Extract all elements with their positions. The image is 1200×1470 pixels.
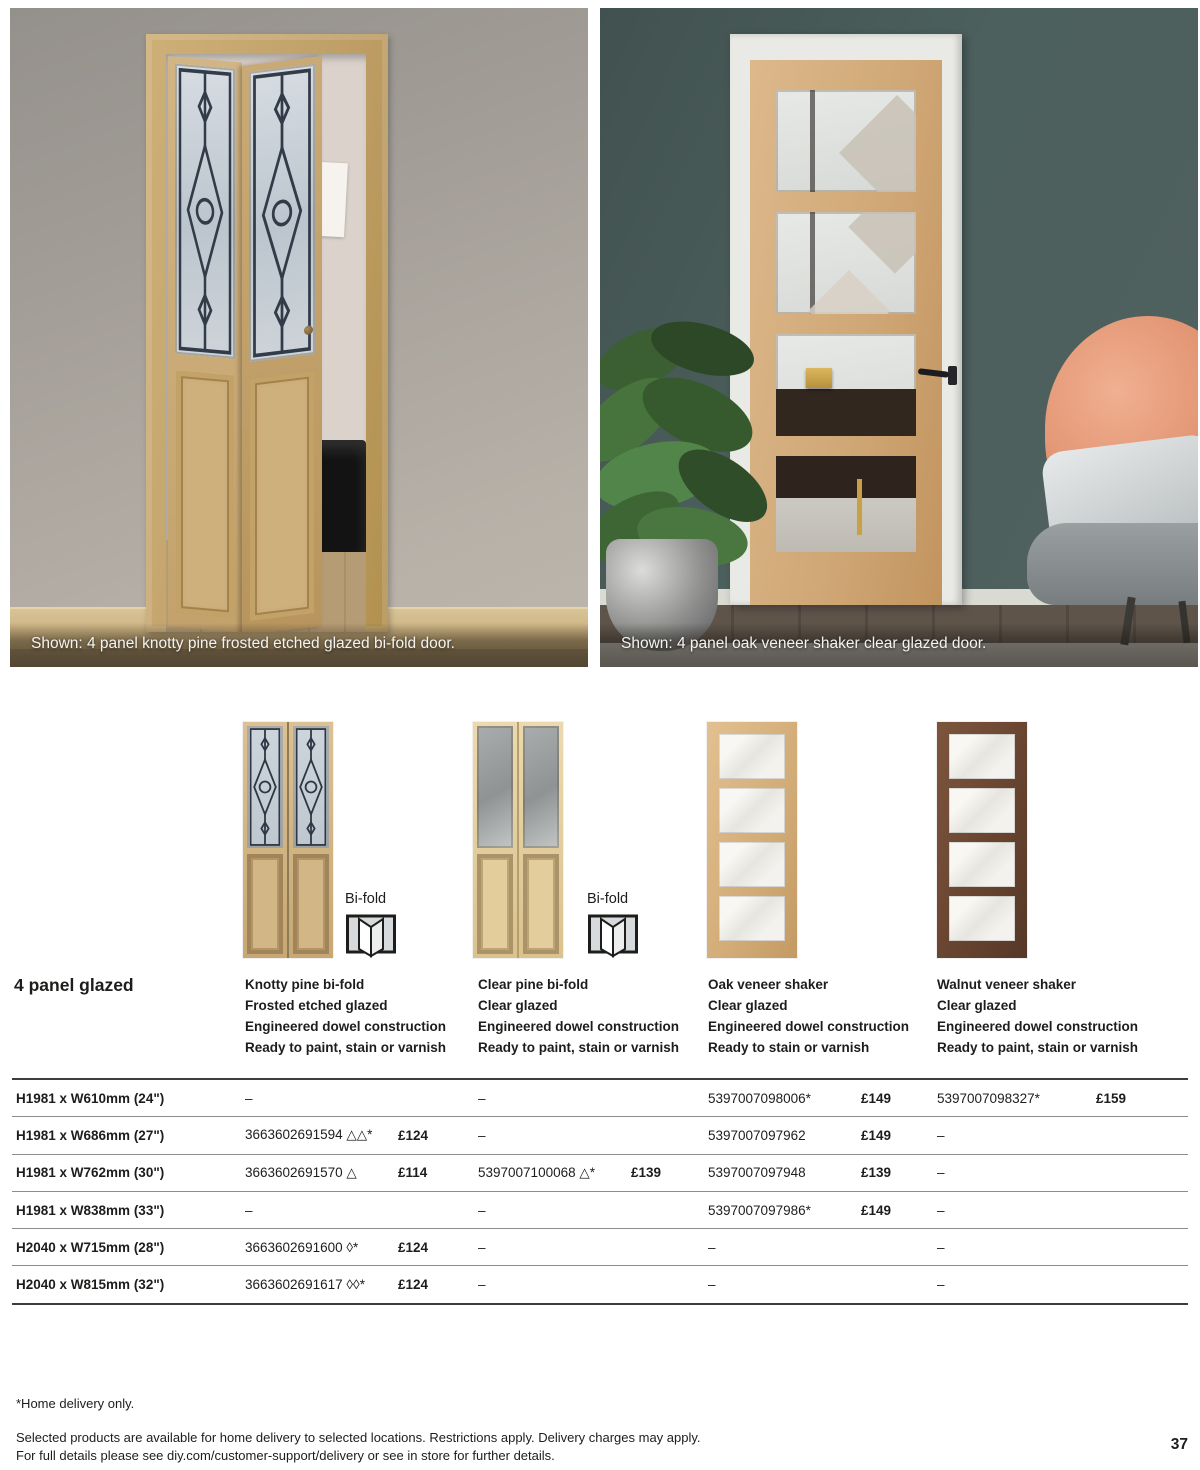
bifold-leaf-right xyxy=(242,56,322,632)
leaded-glass-motif xyxy=(249,64,315,362)
table-row xyxy=(12,1192,1188,1229)
size-cell: H1981 x W610mm (24") xyxy=(16,1090,165,1106)
code-cell: – xyxy=(478,1090,486,1106)
hero-photo-oak-shaker xyxy=(600,8,1198,667)
code-cell: – xyxy=(708,1239,716,1255)
code-cell: – xyxy=(245,1202,253,1218)
chair-seat xyxy=(1027,523,1198,605)
product-feature: Engineered dowel construction xyxy=(245,1019,447,1034)
code-cell: – xyxy=(478,1127,486,1143)
glass-panel xyxy=(776,90,916,192)
code-cell: 3663602691600 ◊* xyxy=(245,1239,359,1255)
bifold-leaf-left xyxy=(168,56,242,632)
product-feature: Ready to paint, stain or varnish xyxy=(478,1040,680,1055)
price-cell: £124 xyxy=(398,1127,429,1143)
product-spec-table xyxy=(12,1078,1188,1305)
bifold-leaf xyxy=(287,722,333,958)
glass-reflection xyxy=(839,95,916,192)
product-feature: Frosted etched glazed xyxy=(245,998,388,1013)
bifold-leaf xyxy=(473,722,517,958)
table-row xyxy=(12,1266,1188,1304)
code-cell: 3663602691570 △ xyxy=(245,1164,357,1180)
glass-panel xyxy=(949,842,1015,887)
glass-panel xyxy=(719,842,785,887)
glass-panel xyxy=(949,896,1015,941)
size-cell: H2040 x W815mm (32") xyxy=(16,1277,165,1293)
footnote-delivery-2: For full details please see diy.com/customer-support/delivery or see in store for further details. xyxy=(16,1448,555,1463)
photo-caption: Shown: 4 panel knotty pine frosted etched glazed bi-fold door. xyxy=(10,623,588,667)
price-cell: £139 xyxy=(631,1165,662,1181)
product-feature: Clear glazed xyxy=(937,998,1017,1013)
glass-reflection xyxy=(848,212,916,274)
leaded-glass-panel xyxy=(293,726,329,848)
wood-panel xyxy=(293,854,329,954)
product-feature: Ready to paint, stain or varnish xyxy=(245,1040,447,1055)
thumbnail-oak-veneer-shaker xyxy=(707,722,797,958)
product-name: Walnut veneer shaker xyxy=(937,977,1077,992)
product-name: Clear pine bi-fold xyxy=(478,977,589,992)
code-cell: 5397007098327* xyxy=(937,1090,1040,1106)
code-cell: – xyxy=(245,1090,253,1106)
page-number: 37 xyxy=(1170,1436,1188,1453)
glass-panel xyxy=(719,788,785,833)
size-cell: H2040 x W715mm (28") xyxy=(16,1239,165,1255)
code-cell: 5397007097948 xyxy=(708,1165,806,1181)
price-cell: £149 xyxy=(861,1127,892,1143)
code-cell: 5397007098006* xyxy=(708,1090,811,1106)
glass-panel xyxy=(719,896,785,941)
price-cell: £149 xyxy=(861,1090,892,1106)
bifold-leaf xyxy=(243,722,287,958)
table-row xyxy=(12,1080,1188,1117)
clear-glass-panel xyxy=(523,726,559,848)
table-row xyxy=(12,1155,1188,1192)
thumbnail-knotty-pine-bifold xyxy=(243,722,333,958)
code-cell: 3663602691617 ◊◊* xyxy=(245,1277,365,1293)
code-cell: 5397007097986* xyxy=(708,1202,811,1218)
code-cell: – xyxy=(708,1277,716,1293)
brass-handle-through-glass xyxy=(857,479,862,535)
doorway-opening xyxy=(166,54,366,632)
photo-caption: Shown: 4 panel oak veneer shaker clear glazed door. xyxy=(600,623,1198,667)
wood-panel xyxy=(250,371,314,621)
code-cell: 5397007097962 xyxy=(708,1127,806,1143)
code-cell: – xyxy=(937,1277,945,1293)
thumbnail-clear-pine-bifold xyxy=(473,722,563,958)
bifold-badge xyxy=(345,891,405,959)
code-cell: – xyxy=(937,1239,945,1255)
door-handle xyxy=(948,366,957,385)
product-desc-oak-veneer xyxy=(708,974,940,1058)
bifold-label: Bi-fold xyxy=(587,891,629,907)
price-cell: £114 xyxy=(398,1165,428,1181)
code-cell: – xyxy=(937,1127,945,1143)
product-desc-walnut-veneer xyxy=(937,974,1169,1058)
wood-panel xyxy=(523,854,559,954)
door-rail xyxy=(776,192,916,212)
clear-glass-panel xyxy=(477,726,513,848)
footnote-home-delivery: *Home delivery only. xyxy=(16,1396,135,1411)
product-feature: Engineered dowel construction xyxy=(708,1019,910,1034)
table-row xyxy=(12,1117,1188,1154)
code-cell: 5397007100068 △* xyxy=(478,1164,595,1180)
door-frame xyxy=(146,34,388,632)
price-cell: £139 xyxy=(861,1165,892,1181)
product-desc-knotty-pine xyxy=(245,974,477,1058)
price-cell: £149 xyxy=(861,1202,892,1218)
glass-reflection xyxy=(810,90,815,192)
bifold-badge xyxy=(587,891,647,959)
code-cell: – xyxy=(478,1239,486,1255)
product-name: Oak veneer shaker xyxy=(708,977,829,992)
product-name: Knotty pine bi-fold xyxy=(245,977,365,992)
price-cell: £124 xyxy=(398,1277,429,1293)
footnote-delivery-1: Selected products are available for home delivery to selected locations. Restrictions apply. Delivery charges may apply. xyxy=(16,1430,701,1445)
bifold-door-icon xyxy=(587,911,639,959)
product-feature: Clear glazed xyxy=(708,998,788,1013)
leaded-glass-motif xyxy=(175,64,235,359)
code-cell: – xyxy=(937,1202,945,1218)
bifold-label: Bi-fold xyxy=(345,891,387,907)
size-cell: H1981 x W838mm (33") xyxy=(16,1202,165,1218)
hero-photo-knotty-pine-bifold xyxy=(10,8,588,667)
thumbnail-walnut-veneer-shaker xyxy=(937,722,1027,958)
leaded-glass-panel xyxy=(247,726,283,848)
wood-panel xyxy=(176,371,234,618)
product-feature: Engineered dowel construction xyxy=(478,1019,680,1034)
bifold-door-icon xyxy=(345,911,397,959)
wood-panel xyxy=(477,854,513,954)
bifold-leaf xyxy=(517,722,563,958)
glass-panel xyxy=(949,734,1015,779)
table-row xyxy=(12,1229,1188,1266)
product-feature: Ready to paint, stain or varnish xyxy=(937,1040,1139,1055)
product-desc-clear-pine xyxy=(478,974,710,1058)
code-cell: – xyxy=(937,1165,945,1181)
product-feature: Clear glazed xyxy=(478,998,558,1013)
code-cell: – xyxy=(478,1202,486,1218)
glass-panel xyxy=(949,788,1015,833)
size-cell: H1981 x W762mm (30") xyxy=(16,1165,165,1181)
code-cell: – xyxy=(478,1277,486,1293)
price-cell: £124 xyxy=(398,1239,429,1255)
leaded-glass-panel xyxy=(175,64,235,359)
size-cell: H1981 x W686mm (27") xyxy=(16,1127,165,1143)
code-cell: 3663602691594 △△* xyxy=(245,1127,373,1143)
leaded-glass-panel xyxy=(249,64,315,362)
price-cell: £159 xyxy=(1096,1090,1127,1106)
product-feature: Ready to stain or varnish xyxy=(708,1040,870,1055)
section-title: 4 panel glazed xyxy=(14,975,134,995)
wood-panel xyxy=(247,854,283,954)
product-feature: Engineered dowel construction xyxy=(937,1019,1139,1034)
glass-panel xyxy=(719,734,785,779)
